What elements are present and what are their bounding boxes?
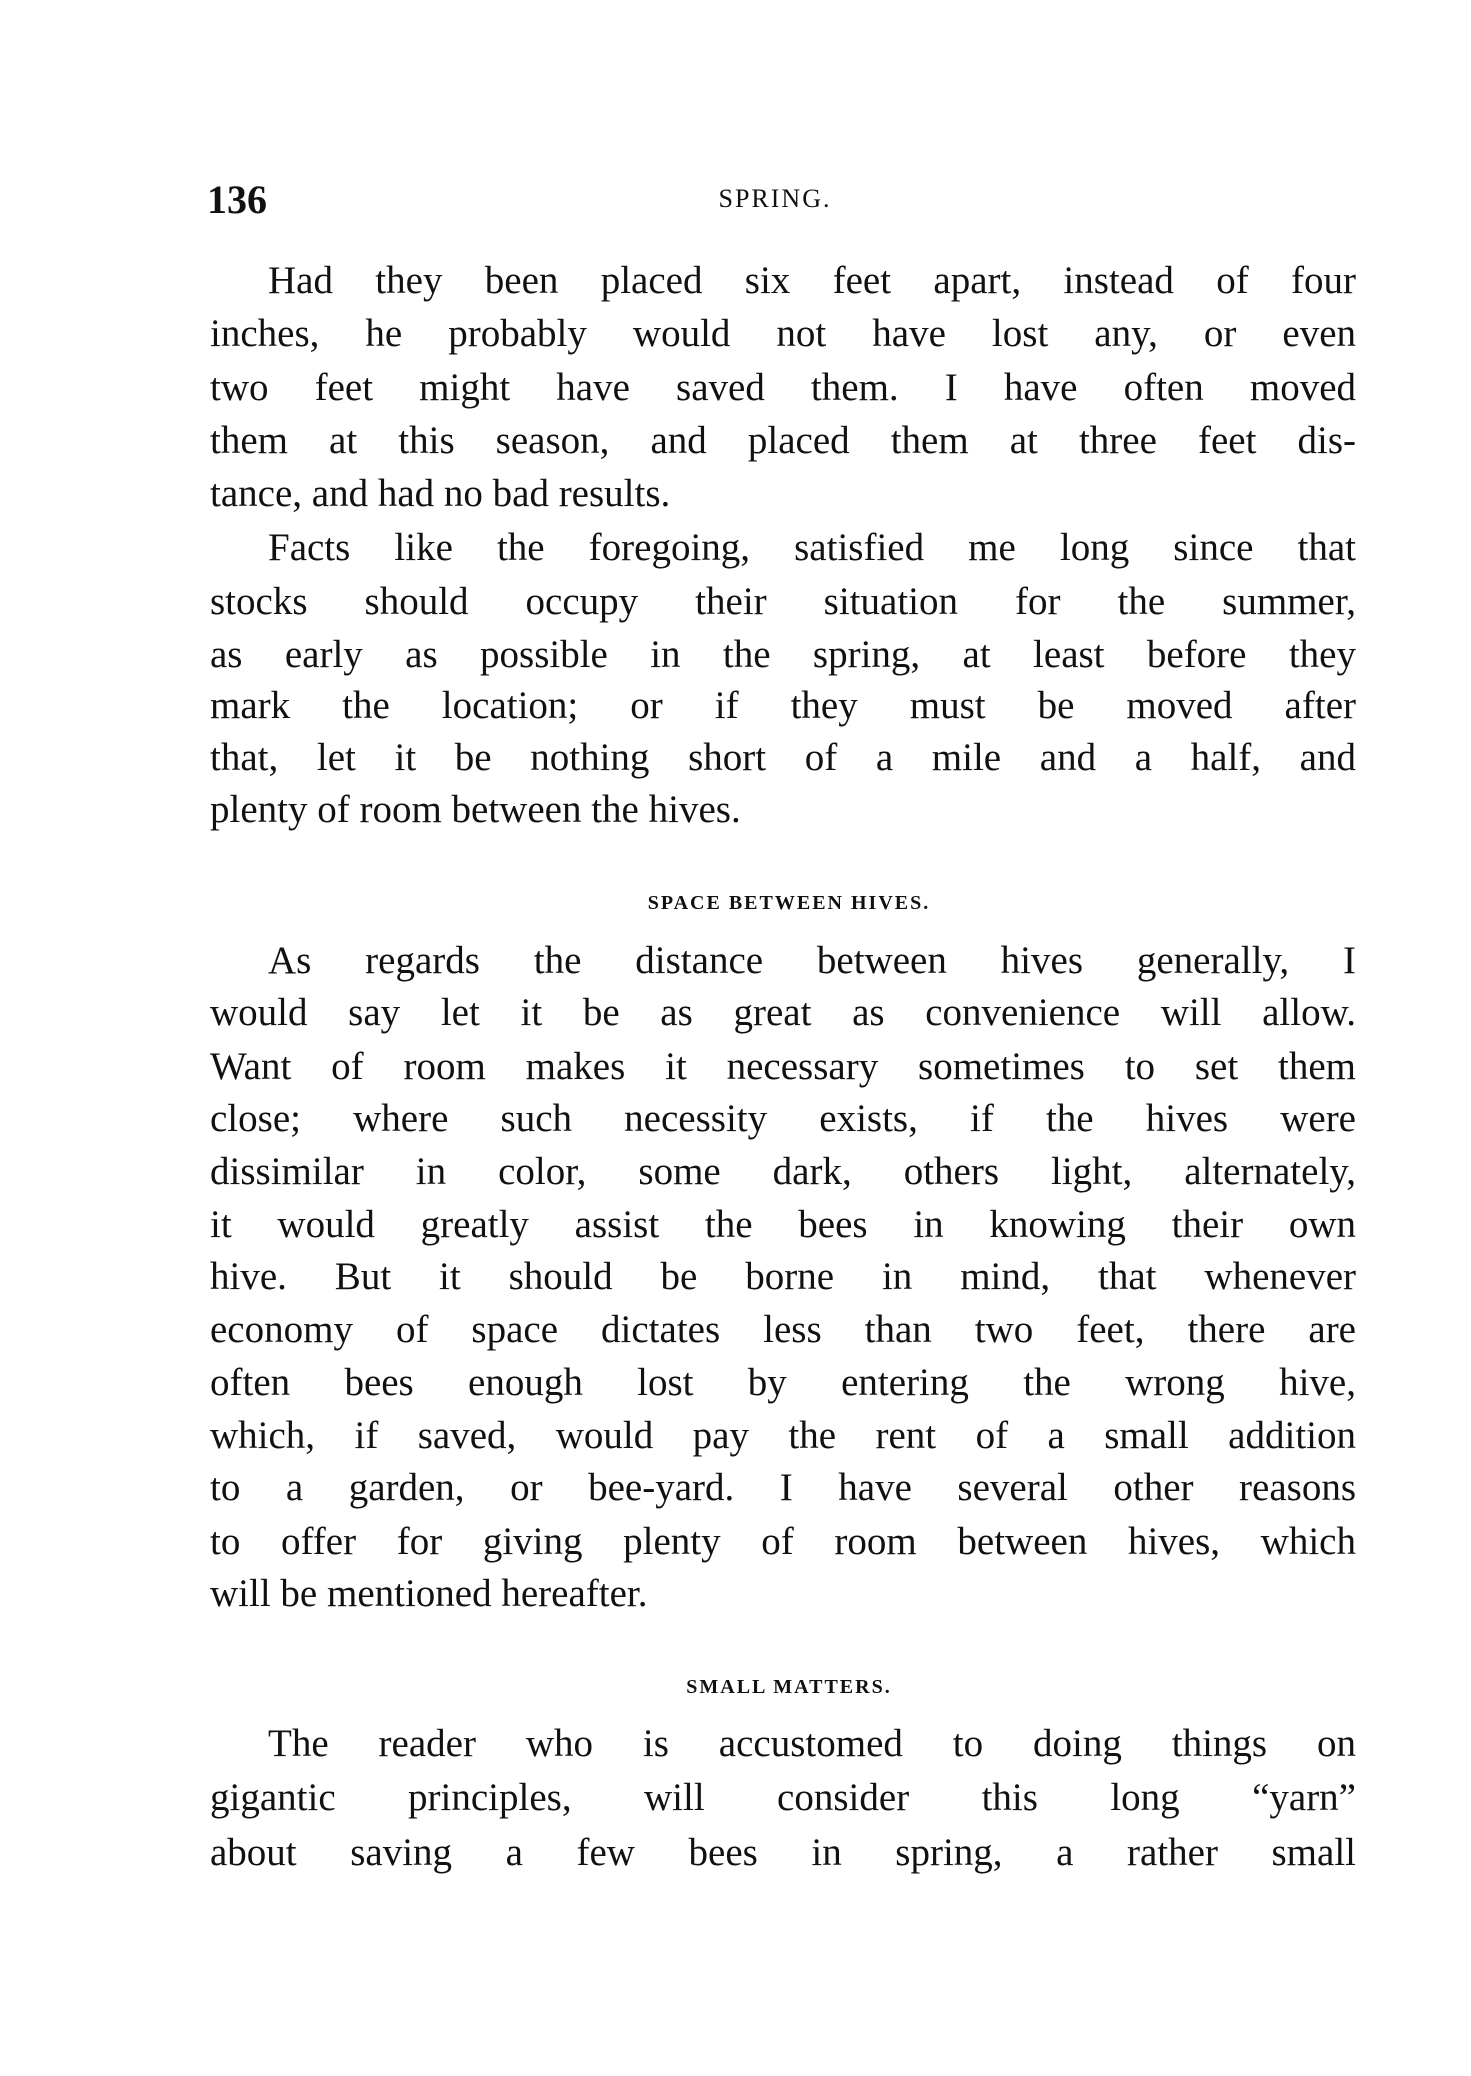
text-line: to offer for giving plenty of room between hives, which: [210, 1520, 1356, 1563]
text-line: to a garden, or bee-yard. I have several other reasons: [210, 1466, 1356, 1509]
text-line: hive. But it should be borne in mind, that whenever: [210, 1255, 1356, 1298]
text-line: stocks should occupy their situation for the summer,: [210, 580, 1356, 623]
text-line: them at this season, and placed them at three feet dis-: [210, 419, 1356, 462]
text-line: two feet might have saved them. I have often moved: [210, 366, 1356, 409]
text-line: about saving a few bees in spring, a rather small: [210, 1831, 1356, 1874]
text-line: economy of space dictates less than two feet, there are: [210, 1308, 1356, 1351]
text-line: as early as possible in the spring, at least before they: [210, 633, 1356, 676]
running-head: SPRING.: [718, 184, 832, 213]
text-line: The reader who is accustomed to doing things on: [268, 1722, 1356, 1765]
text-line: Want of room makes it necessary sometimes to set them: [210, 1045, 1356, 1088]
text-line: tance, and had no bad results.: [210, 472, 671, 515]
text-line: dissimilar in color, some dark, others light, alternately,: [210, 1150, 1356, 1193]
text-line: Had they been placed six feet apart, instead of four: [268, 259, 1356, 302]
text-line: Facts like the foregoing, satisfied me long since that: [268, 526, 1356, 569]
page-number: 136: [207, 177, 267, 222]
text-line: that, let it be nothing short of a mile and a half, and: [210, 736, 1356, 779]
section-heading: SMALL MATTERS.: [686, 1676, 892, 1698]
text-line: inches, he probably would not have lost any, or even: [210, 312, 1356, 355]
text-line: will be mentioned hereafter.: [210, 1572, 648, 1615]
section-heading: SPACE BETWEEN HIVES.: [647, 892, 931, 914]
text-line: it would greatly assist the bees in knowing their own: [210, 1203, 1356, 1246]
text-line: gigantic principles, will consider this long “yarn”: [210, 1776, 1356, 1819]
text-line: mark the location; or if they must be moved after: [210, 684, 1356, 727]
text-line: which, if saved, would pay the rent of a small addition: [210, 1414, 1356, 1457]
text-line: often bees enough lost by entering the wrong hive,: [210, 1361, 1356, 1404]
text-line: close; where such necessity exists, if the hives were: [210, 1097, 1356, 1140]
text-line: plenty of room between the hives.: [210, 788, 741, 831]
text-line: As regards the distance between hives generally, I: [268, 939, 1356, 982]
text-line: would say let it be as great as convenience will allow.: [210, 991, 1356, 1034]
